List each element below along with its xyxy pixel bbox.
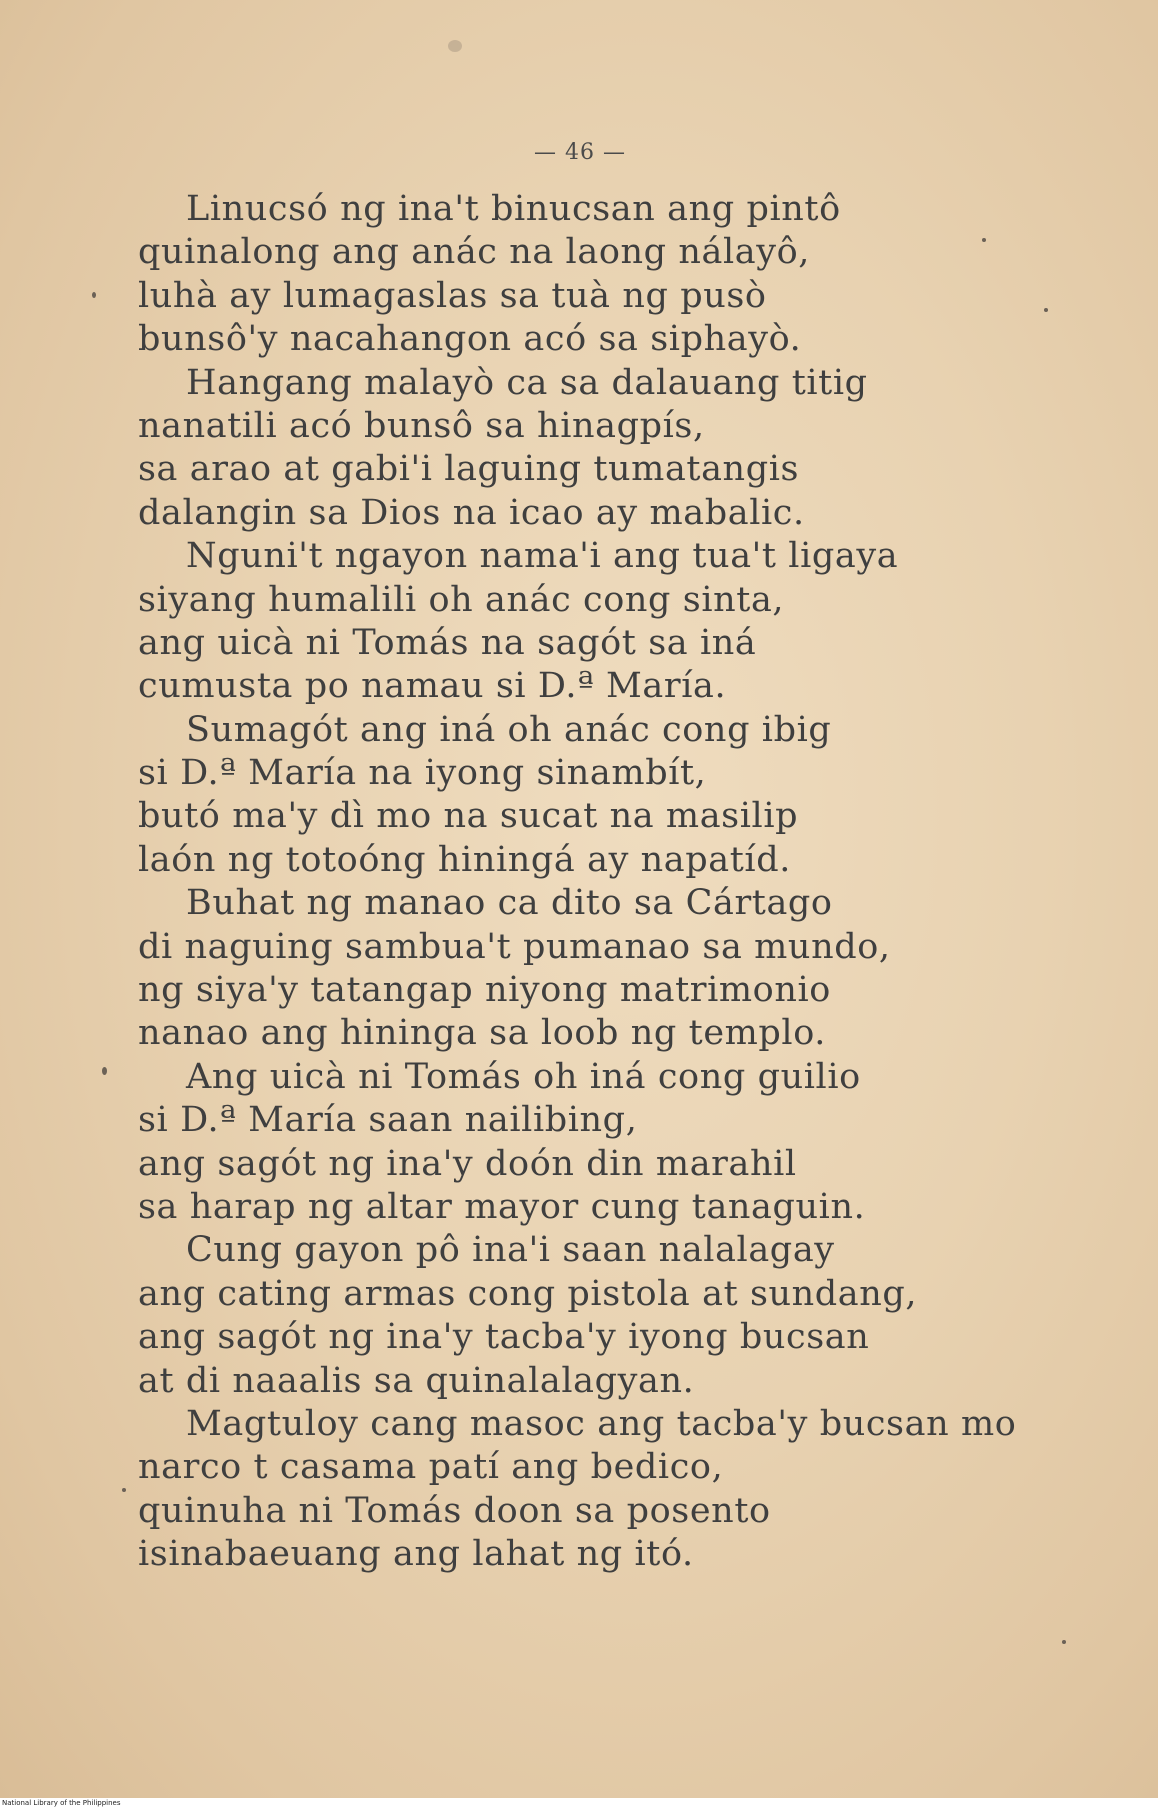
poem-line: si D.ª María na iyong sinambít, <box>138 753 707 794</box>
ink-speck <box>102 1067 107 1075</box>
poem-line: sa harap ng altar mayor cung tanaguin. <box>138 1186 866 1227</box>
stanza-5 <box>138 882 1038 1056</box>
poem-line: Cung gayon pô ina'i saan nalalagay <box>186 1230 835 1271</box>
stanza-7 <box>138 1229 1038 1403</box>
poem-line: ang sagót ng ina'y tacba'y iyong bucsan <box>138 1317 870 1358</box>
poem-line: dalangin sa Dios na icao ay mabalic. <box>138 492 805 533</box>
poem-line: Ang uicà ni Tomás oh iná cong guilio <box>186 1056 861 1097</box>
poem-line: Linucsó ng ina't binucsan ang pintô <box>186 189 841 229</box>
stanza-1 <box>138 188 1038 362</box>
poem-line: bunsô'y nacahangon acó sa siphayò. <box>138 319 802 360</box>
ink-speck <box>448 40 462 52</box>
page-number: — 46 — <box>534 140 626 165</box>
poem-line: luhà ay lumagaslas sa tuà ng pusò <box>138 275 767 316</box>
poem-body <box>138 188 1038 1577</box>
stanza-8 <box>138 1403 1038 1577</box>
poem-line: siyang humalili oh anác cong sinta, <box>138 579 785 620</box>
poem-line: sa arao at gabi'i laguing tumatangis <box>138 449 800 490</box>
poem-line: at di naaalis sa quinalalagyan. <box>138 1360 695 1401</box>
poem-line: butó ma'y dì mo na sucat na masilip <box>138 796 799 837</box>
poem-line: si D.ª María saan nailibing, <box>138 1100 638 1141</box>
poem-line: Nguni't ngayon nama'i ang tua't ligaya <box>186 536 899 577</box>
ink-speck <box>1044 308 1048 312</box>
poem-line: nanatili acó bunsô sa hinagpís, <box>138 405 705 446</box>
poem-line: cumusta po namau si D.ª María. <box>138 666 727 707</box>
poem-line: Magtuloy cang masoc ang tacba'y bucsan mo <box>186 1403 1017 1444</box>
poem-line: di naguing sambua't pumanao sa mundo, <box>138 926 891 967</box>
poem-line: ng siya'y tatangap niyong matrimonio <box>138 970 831 1011</box>
ink-speck <box>1062 1640 1066 1644</box>
stanza-6 <box>138 1056 1038 1230</box>
ink-speck <box>982 238 986 242</box>
poem-line: narco t casama patí ang bedico, <box>138 1447 724 1488</box>
poem-line: Sumagót ang iná oh anác cong ibig <box>186 709 832 750</box>
poem-line: ang uicà ni Tomás na sagót sa iná <box>138 622 757 663</box>
poem-line: quinuha ni Tomás doon sa posento <box>138 1490 771 1531</box>
ink-speck <box>122 1488 126 1492</box>
poem-line: quinalong ang anác na laong nálayô, <box>138 232 811 273</box>
library-credit: National Library of the Philippines <box>2 1799 121 1807</box>
poem-line: Buhat ng manao ca dito sa Cártago <box>186 883 833 924</box>
poem-line: ang sagót ng ina'y doón din marahil <box>138 1143 797 1184</box>
stanza-3 <box>138 535 1038 709</box>
ink-speck <box>92 292 96 298</box>
poem-line: nanao ang hininga sa loob ng templo. <box>138 1013 827 1054</box>
poem-line: isinabaeuang ang lahat ng itó. <box>138 1534 694 1575</box>
stanza-4 <box>138 709 1038 883</box>
stanza-2 <box>138 362 1038 536</box>
poem-line: Hangang malayò ca sa dalauang titig <box>186 362 868 403</box>
poem-line: laón ng totoóng hiningá ay napatíd. <box>138 839 791 880</box>
poem-line: ang cating armas cong pistola at sundang, <box>138 1273 918 1314</box>
